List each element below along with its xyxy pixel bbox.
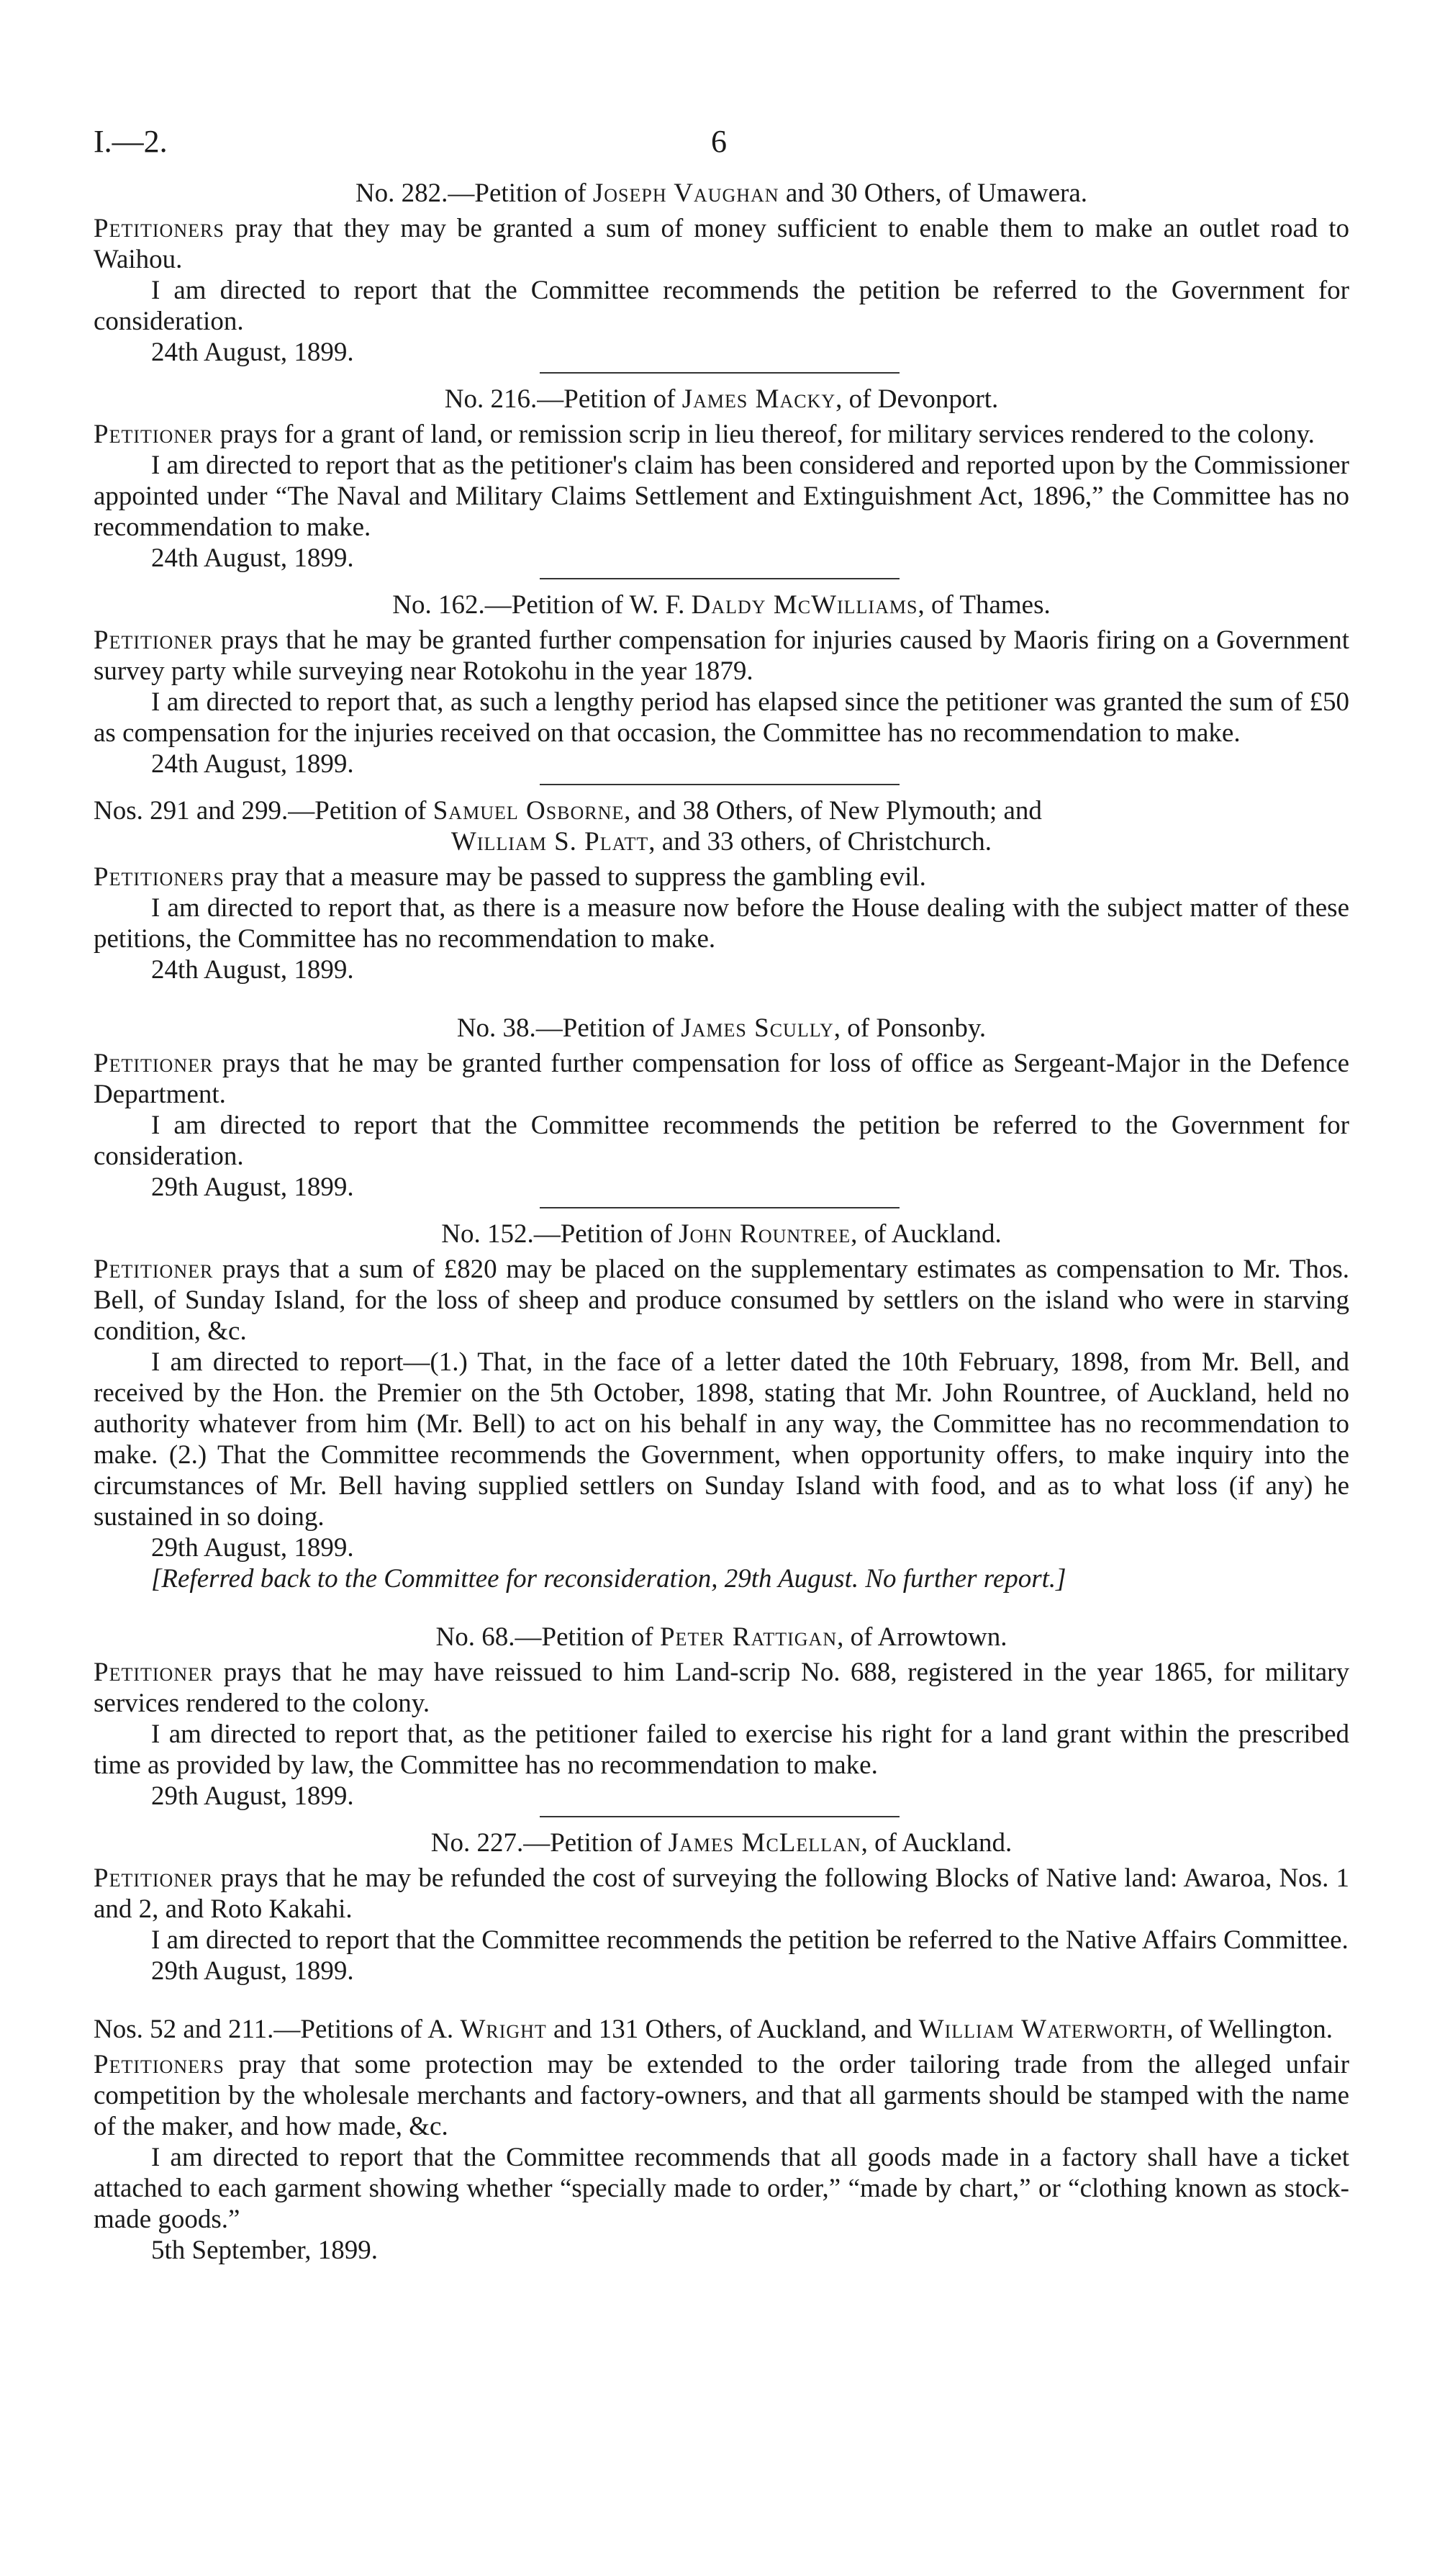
petition-52-211 bbox=[94, 2014, 1349, 2266]
petition-heading: No. 38.—Petition of James Scully, of Ponsonby. bbox=[456, 1013, 987, 1043]
petitioner-name-2: William Waterworth bbox=[918, 2015, 1167, 2044]
petition-heading: No. 282.—Petition of Joseph Vaughan and 30 Others, of Umawera. bbox=[355, 178, 1088, 208]
report-date: 24th August, 1899. bbox=[151, 338, 354, 367]
petitioner-name: James McLellan bbox=[668, 1828, 861, 1858]
petitioner-name: James Macky bbox=[681, 384, 836, 414]
petition-227 bbox=[94, 1827, 1349, 1987]
petition-152 bbox=[94, 1219, 1349, 1594]
section-divider bbox=[540, 1207, 900, 1208]
petitioner-name: Peter Rattigan bbox=[659, 1622, 838, 1652]
report-date: 5th September, 1899. bbox=[151, 2236, 379, 2265]
committee-report: I am directed to report that, as such a lengthy period has elapsed since the petitioner was granted the sum of £50 as compensation for the injuries received on that occasion, the Committee has no recommendation to make. bbox=[94, 687, 1349, 748]
committee-report: I am directed to report—(1.) That, in the face of a letter dated the 10th February, 1898, from Mr. Bell, and received by the Hon. the Premier on the 5th October, 1898, stating that Mr. John Rountree, of Auckland, held no authority whatever from him (Mr. Bell) to act on his behalf in any way, the Committee has no recommendation to make. (2.) That the Committee recommends the Government, when opportunity offers, to make inquiry into the circumstances of Mr. Bell having supplied settlers on Sunday Island with food, and as to what loss (if any) he sustained in so doing. bbox=[94, 1347, 1349, 1532]
petition-heading: No. 68.—Petition of Peter Rattigan, of Arrowtown. bbox=[435, 1622, 1007, 1652]
petition-prayer: Petitioner prays for a grant of land, or remission scrip in lieu thereof, for military services rendered to the colony. bbox=[94, 420, 1315, 449]
petition-prayer: Petitioners pray that some protection may be extended to the order tailoring trade from the alleged unfair competition by the wholesale merchants and factory-owners, and that all garments should be stamped with the name of the maker, and how made, &c. bbox=[94, 2050, 1349, 2141]
committee-report: I am directed to report that as the petitioner's claim has been considered and reported upon by the Commissioner appointed under “The Naval and Military Claims Settlement and Extinguishment Act, 1896,” the Committee has no recommendation to make. bbox=[94, 451, 1349, 542]
petitioner-name-2: William S. Platt bbox=[450, 827, 649, 857]
petition-heading: Nos. 291 and 299.—Petition of Samuel Osborne, and 38 Others, of New Plymouth; and William S. Platt, and 33 others, of Christchurch. bbox=[94, 796, 1042, 857]
report-date: 29th August, 1899. bbox=[151, 1533, 354, 1563]
petitioner-name: John Rountree bbox=[679, 1219, 851, 1249]
committee-report: I am directed to report that the Committee recommends that all goods made in a factory shall have a ticket attached to each garment showing whether “specially made to order,” “made by chart,” or “clothing known as stock-made goods.” bbox=[94, 2143, 1349, 2234]
petitioner-name: James Scully bbox=[681, 1013, 834, 1043]
page-number: 6 bbox=[711, 124, 727, 159]
petitioner-name: Joseph Vaughan bbox=[592, 178, 779, 208]
petition-heading: No. 216.—Petition of James Macky, of Devonport. bbox=[444, 384, 999, 414]
page-header bbox=[94, 126, 1349, 178]
petition-prayer: Petitioners pray that a measure may be passed to suppress the gambling evil. bbox=[94, 862, 926, 892]
committee-report: I am directed to report that, as the petitioner failed to exercise his right for a land grant within the prescribed time as provided by law, the Committee has no recommendation to make. bbox=[94, 1719, 1349, 1780]
report-date: 29th August, 1899. bbox=[151, 1172, 354, 1202]
report-date: 24th August, 1899. bbox=[151, 543, 354, 573]
petition-prayer: Petitioner prays that he may be granted further compensation for loss of office as Sergeant-Major in the Defence Department. bbox=[94, 1049, 1349, 1109]
petition-prayer: Petitioner prays that he may be refunded the cost of surveying the following Blocks of Native land: Awaroa, Nos. 1 and 2, and Roto Kakahi. bbox=[94, 1863, 1349, 1924]
report-date: 29th August, 1899. bbox=[151, 1781, 354, 1811]
committee-report: I am directed to report that the Committee recommends the petition be referred to the Government for consideration. bbox=[94, 276, 1349, 336]
petition-291-299 bbox=[94, 795, 1349, 985]
committee-report: I am directed to report that, as there is a measure now before the House dealing with the subject matter of these petitions, the Committee has no recommendation to make. bbox=[94, 893, 1349, 954]
document-page bbox=[94, 126, 1349, 2266]
section-divider bbox=[540, 784, 900, 785]
editorial-note: [Referred back to the Committee for reconsideration, 29th August. No further report.] bbox=[151, 1564, 1066, 1594]
report-date: 29th August, 1899. bbox=[151, 1956, 354, 1986]
petition-162 bbox=[94, 589, 1349, 779]
report-date: 24th August, 1899. bbox=[151, 955, 354, 985]
petition-heading: No. 162.—Petition of W. F. Daldy McWilliams, of Thames. bbox=[392, 590, 1051, 620]
petitioner-name: Wright bbox=[460, 2015, 547, 2044]
petition-prayer: Petitioner prays that he may have reissued to him Land-scrip No. 688, registered in the year 1865, for military services rendered to the colony. bbox=[94, 1658, 1349, 1718]
committee-report: I am directed to report that the Committee recommends the petition be referred to the Native Affairs Committee. bbox=[151, 1925, 1349, 1955]
section-divider bbox=[540, 578, 900, 579]
petitioner-name: Daldy McWilliams bbox=[691, 590, 918, 620]
petition-38 bbox=[94, 1013, 1349, 1203]
committee-report: I am directed to report that the Committee recommends the petition be referred to the Government for consideration. bbox=[94, 1111, 1349, 1171]
document-reference: I.—2. bbox=[94, 124, 168, 159]
petition-heading: No. 152.—Petition of John Rountree, of Auckland. bbox=[441, 1219, 1002, 1249]
petition-prayer: Petitioner prays that a sum of £820 may be placed on the supplementary estimates as compensation to Mr. Thos. Bell, of Sunday Island, for the loss of sheep and produce consumed by settlers on the island who were in starving condition, &c. bbox=[94, 1255, 1349, 1346]
petition-prayer: Petitioners pray that they may be granted a sum of money sufficient to enable them to make an outlet road to Waihou. bbox=[94, 214, 1349, 274]
report-date: 24th August, 1899. bbox=[151, 749, 354, 779]
petition-216 bbox=[94, 384, 1349, 574]
petition-282 bbox=[94, 178, 1349, 368]
petition-68 bbox=[94, 1622, 1349, 1812]
section-divider bbox=[540, 1816, 900, 1817]
petition-heading: Nos. 52 and 211.—Petitions of A. Wright and 131 Others, of Auckland, and William Waterworth, of Wellington. bbox=[94, 2015, 1333, 2044]
section-divider bbox=[540, 372, 900, 374]
petition-heading: No. 227.—Petition of James McLellan, of Auckland. bbox=[430, 1828, 1013, 1858]
petitioner-name: Samuel Osborne bbox=[432, 796, 625, 826]
petition-prayer: Petitioner prays that he may be granted further compensation for injuries caused by Maoris firing on a Government survey party while surveying near Rotokohu in the year 1879. bbox=[94, 625, 1349, 686]
